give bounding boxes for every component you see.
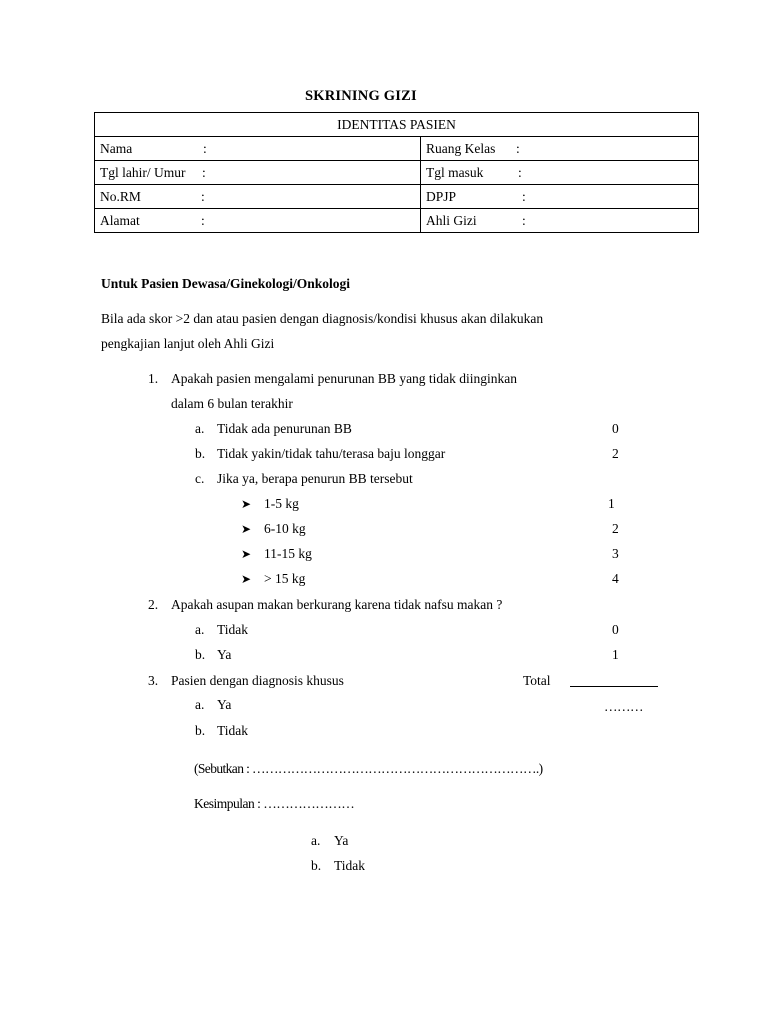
field-label-ahli-gizi: Ahli Gizi (426, 212, 477, 228)
arrow-bullet-icon: ➤ (241, 547, 252, 561)
patient-identity-table (94, 112, 699, 233)
option-letter: b. (195, 723, 206, 738)
question-number: 2. (148, 597, 159, 612)
option-letter: c. (195, 471, 205, 486)
sebutkan-field: (Sebutkan : ………………………………………………………….) (194, 761, 543, 776)
intro-line-2: pengkajian lanjut oleh Ahli Gizi (101, 336, 275, 351)
question-1-text-cont: dalam 6 bulan terakhir (171, 396, 293, 411)
sub-option-text: 6-10 kg (264, 521, 306, 536)
sub-option-score: 1 (608, 496, 615, 511)
question-1-text: Apakah pasien mengalami penurunan BB yang tidak diinginkan (171, 371, 518, 386)
kesimpulan-field: Kesimpulan : ………………… (194, 796, 355, 811)
sub-option-text: > 15 kg (264, 571, 306, 586)
option-letter: a. (195, 622, 205, 637)
arrow-bullet-icon: ➤ (241, 497, 252, 511)
question-3-text: Pasien dengan diagnosis khusus (171, 673, 344, 688)
option-letter: b. (311, 858, 322, 873)
field-separator: : (202, 164, 206, 180)
field-label-ruang-kelas: Ruang Kelas (426, 140, 496, 156)
field-label-nama: Nama (100, 140, 133, 156)
question-number: 3. (148, 673, 159, 688)
field-separator: : (522, 188, 526, 204)
option-text: Ya (334, 833, 349, 848)
option-letter: b. (195, 647, 206, 662)
section-heading: Untuk Pasien Dewasa/Ginekologi/Onkologi (101, 276, 351, 291)
total-underline (570, 686, 658, 687)
field-label-tgl-lahir: Tgl lahir/ Umur (100, 164, 186, 180)
total-label: Total (523, 673, 551, 688)
sub-option-text: 11-15 kg (264, 546, 312, 561)
option-score: 0 (612, 421, 619, 436)
option-score: 1 (612, 647, 619, 662)
option-letter: a. (195, 421, 205, 436)
field-separator: : (518, 164, 522, 180)
question-2-text: Apakah asupan makan berkurang karena tidak nafsu makan ? (171, 597, 503, 612)
field-separator: : (203, 140, 207, 156)
field-label-no-rm: No.RM (100, 188, 141, 204)
option-text: Ya (217, 697, 232, 712)
option-score: 2 (612, 446, 619, 461)
table-row (95, 137, 699, 161)
field-label-alamat: Alamat (100, 212, 140, 228)
option-text: Tidak (334, 858, 366, 873)
table-row (95, 161, 699, 185)
field-label-dpjp: DPJP (426, 188, 457, 204)
option-letter: a. (311, 833, 321, 848)
field-separator: : (201, 212, 205, 228)
option-text: Tidak yakin/tidak tahu/terasa baju longgar (217, 446, 446, 461)
intro-line-1: Bila ada skor >2 dan atau pasien dengan diagnosis/kondisi khusus akan dilakukan (101, 311, 544, 326)
question-number: 1. (148, 371, 159, 386)
option-letter: a. (195, 697, 205, 712)
page-title: SKRINING GIZI (305, 88, 417, 104)
arrow-bullet-icon: ➤ (241, 572, 252, 586)
field-separator: : (522, 212, 526, 228)
field-label-tgl-masuk: Tgl masuk (426, 164, 484, 180)
option-text: Jika ya, berapa penurun BB tersebut (217, 471, 413, 486)
total-dots: ……… (604, 699, 643, 714)
sub-option-score: 2 (612, 521, 619, 536)
option-text: Tidak ada penurunan BB (217, 421, 352, 436)
sub-option-score: 4 (612, 571, 619, 586)
option-score: 0 (612, 622, 619, 637)
field-separator: : (201, 188, 205, 204)
table-row (95, 185, 699, 209)
table-row (95, 209, 699, 233)
sub-option-text: 1-5 kg (264, 496, 299, 511)
field-separator: : (516, 140, 520, 156)
option-text: Tidak (217, 622, 249, 637)
table-header: IDENTITAS PASIEN (95, 113, 699, 137)
option-letter: b. (195, 446, 206, 461)
option-text: Ya (217, 647, 232, 662)
arrow-bullet-icon: ➤ (241, 522, 252, 536)
sub-option-score: 3 (612, 546, 619, 561)
option-text: Tidak (217, 723, 249, 738)
